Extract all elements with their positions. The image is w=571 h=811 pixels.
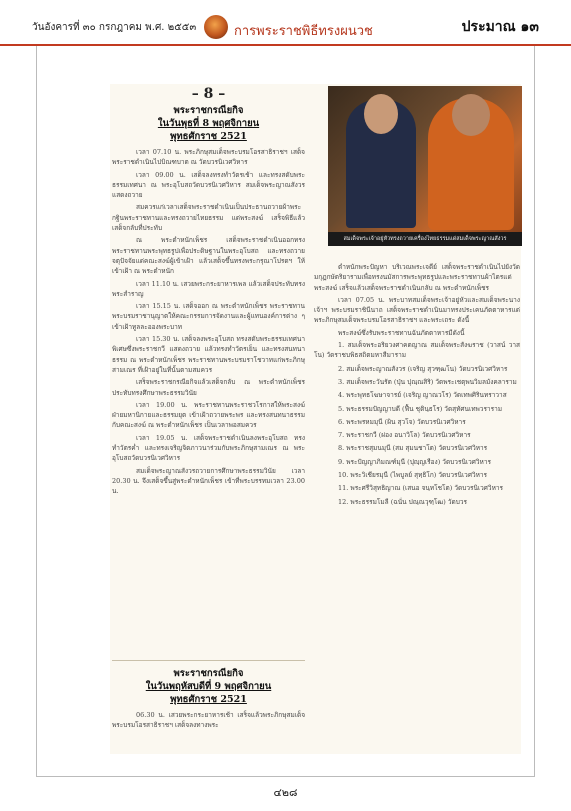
monk-list-item: 10. พระวิเชียรมุนี (ไพบูลย์ สุทฺธิโก) วัดบวรนิเวศวิหาร (338, 471, 488, 480)
section1-paragraph: เวลา 07.10 น. พระภิกษุสมเด็จพระบรมโอรสาธิราชฯ เสด็จพระราชดำเนินไปบิณฑบาต ณ วัดบวรนิเวศวิหาร (112, 148, 305, 167)
header-page-tag: ประมาณ ๑๓ (461, 19, 539, 35)
section1-heading-line2: ในวันพุธที่ 8 พฤศจิกายน (157, 118, 260, 129)
royal-seal-icon (204, 15, 228, 39)
page-number: ๔๒๘ (273, 786, 298, 799)
monk-list-item: 12. พระธรรมโมลี (ฉนั่น ปณฺณวุฑฺโฒ) วัดบวร (338, 497, 467, 506)
section1-heading (112, 104, 305, 143)
section1-body (112, 147, 305, 497)
monk-list-item: 6. พระพรหมมุนี (ผิน สุวโจ) วัดบวรนิเวศวิหาร (338, 417, 466, 426)
section2 (112, 660, 305, 733)
monk-list (314, 340, 520, 507)
right-paragraph: เวลา 07.05 น. พระบาทสมเด็จพระเจ้าอยู่หัวและสมเด็จพระนางเจ้าฯ พระบรมราชินีนาถ เสด็จพระราชดำเนินมาทรงประเคนภัตตาหารแด่พระภิกษุสมเด็จพระบรมโอรสาธิราชฯ และพระเถระ ดังนี้ (314, 295, 520, 325)
section1-paragraph: เวลา 19.05 น. เสด็จพระราชดำเนินลงพระอุโบสถ ทรงทำวัตรค่ำ และทรงเจริญจิตภาวนาร่วมกับพระภิกษุสามเณร ณ พระอุโบสถวัดบวรนิเวศวิหาร (112, 433, 305, 463)
section1-paragraph: เวลา 09.00 น. เสด็จลงทรงทำวัตรเช้า และทรงสดับพระธรรมเทศนา ณ พระอุโบสถวัดบวรนิเวศวิหาร สมเด็จพระญาณสังวร แสดงถวาย (112, 170, 305, 200)
section1-paragraph: เวลา 15.15 น. เสด็จออก ณ พระตำหนักเพ็ชร พระราชทานพระบรมราชานุญาตให้คณะกรรมการจัดงานและผู้แทนองค์การต่าง ๆ เข้าเฝ้าทูลละอองพระบาท (112, 302, 305, 331)
monk-list-item: 7. พระราชกวี (ผ่อง อนาวิโล) วัดบวรนิเวศวิหาร (338, 431, 471, 440)
right-paragraph: พระสงฆ์ซึ่งรับพระราชทานฉันภัตตาหารมีดังนี้ (338, 328, 465, 337)
right-column-body (314, 262, 520, 338)
section1-paragraph: เวลา 11.10 น. เสวยพระกระยาหารเพล แล้วเสด็จประทับทรงพระสำราญ (112, 279, 305, 298)
section1-paragraph: สมควรแก่เวลาเสด็จพระราชดำเนินเป็นประธานถวายผ้าพระกฐินพระราชทานและทรงถวายไทยธรรม แด่พระสงฆ์ เสร็จพิธีแล้วเสด็จกลับที่ประทับ (112, 203, 305, 233)
right-paragraph: ตำหนักพระปัญหา บริเวณพระเจดีย์ เสด็จพระราชดำเนินไปยังวัดมกุฏกษัตริยารามเพื่อทรงนมัสการพระพุทธรูปและพระราชทานผ้าไตรแด่พระสงฆ์ เสร็จแล้วเสด็จพระราชดำเนินกลับ ณ พระตำหนักเพ็ชร (314, 263, 520, 292)
section2-paragraph: 06.30 น. เสวยพระกระยาหารเช้า เสร็จแล้วพระภิกษุสมเด็จพระบรมโอรสาธิราชฯ เสด็จลงทางพระ (112, 711, 305, 730)
section2-heading-line1: พระราชกรณียกิจ (173, 668, 244, 679)
monk-list-item: 5. พระธรรมปัญญาบดี (ฟื้น ชุตินฺธโร) วัดสุทัศนเทพวราราม (338, 404, 503, 413)
monk-list-item: 4. พระพุทธโฆษาจารย์ (เจริญ ญาณวโร) วัดเทพศิรินทราวาส (338, 391, 507, 400)
section1-paragraph: เวลา 15.30 น. เสด็จลงพระอุโบสถ ทรงสดับพระธรรมเทศนาพิเศษซึ่งพระราชกวี แสดงถวาย แล้วทรงทำวัตรเย็น และทรงสนทนาธรรม ณ พระตำหนักเพ็ชร พระราชทานพระบรมราโชวาทแก่พระภิกษุสามเณร ที่เฝ้าอยู่ในที่นั้นตามสมควร (112, 335, 305, 374)
royal-photo (328, 86, 522, 246)
monk-list-item: 2. สมเด็จพระญาณสังวร (เจริญ สุวฑฺฒโน) วัดบวรนิเวศวิหาร (338, 364, 508, 373)
monk-list-item: 9. พระปัญญาภิมณฑ์มุนี (ปุญฺญเรือง) วัดบวรนิเวศวิหาร (338, 457, 491, 466)
section1-paragraph: สมเด็จพระญาณสังวรถวายการศึกษาพระธรรมวินัย เวลา 20.30 น. จึงเสด็จขึ้นสู่พระตำหนักเพ็ชร เข้าที่พระบรรทมเวลา 23.00 น. (112, 466, 305, 496)
monk-list-item: 3. สมเด็จพระวันรัต (ปุ่น ปุณฺณสิริ) วัดพระเชตุพนวิมลมังคลาราม (338, 377, 517, 386)
section2-heading-line2: ในวันพฤหัสบดีที่ 9 พฤศจิกายน (145, 681, 272, 692)
page-header (0, 0, 571, 46)
section1-paragraph: เวลา 19.00 น. พระราชทานพระราชวโรกาสให้พระสงฆ์ ฝ่ายมหานิกายและธรรมยุต เข้าเฝ้าถวายพระพร และทรงสนทนาธรรมกับคณะสงฆ์ ณ พระตำหนักเพ็ชร เป็นเวลาพอสมควร (112, 400, 305, 430)
section1-heading-line1: พระราชกรณียกิจ (173, 105, 244, 116)
section1-paragraph: เสร็จพระราชกรณียกิจแล้วเสด็จกลับ ณ พระตำหนักเพ็ชร ประทับทรงศึกษาพระธรรมวินัย (112, 378, 305, 397)
section1-heading-line3: พุทธศักราช 2521 (170, 131, 247, 142)
monk-list-item: 8. พระราชสุมนมุนี (สม สุมนชาโต) วัดบวรนิเวศวิหาร (338, 444, 488, 453)
photo-caption: สมเด็จพระเจ้าอยู่หัวทรงถวายเครื่องไทยธรรมแด่สมเด็จพระญาณสังวร (328, 232, 522, 246)
chapter-number: – 8 – (191, 86, 226, 102)
monk-list-item: 11. พระศรีวิสุทธิญาณ (เสนอ จนฺทโชโต) วัดบวรนิเวศวิหาร (338, 484, 503, 493)
photo-figure-monk (428, 98, 514, 230)
section2-heading-line3: พุทธศักราช 2521 (170, 694, 247, 705)
header-title: การพระราชพิธีทรงผนวช (234, 24, 373, 39)
section2-heading (112, 667, 305, 706)
section1-paragraph: ณ พระตำหนักเพ็ชร เสด็จพระราชดำเนินออกทรงพระราชทานพระพุทธรูปเพื่อประดิษฐานในพระอุโบสถ และทรงถวายจตุปัจจัยแด่คณะสงฆ์ผู้เข้าเฝ้า แล้วเสด็จขึ้นทรงพระกรุณาโปรดฯ ให้เข้าเฝ้า ณ พระตำหนัก (112, 236, 305, 276)
monk-list-item: 1. สมเด็จพระอริยวงศาคตญาณ สมเด็จพระสังฆราช (วาสน์ วาสโน) วัดราชบพิธสถิตมหาสีมาราม (314, 341, 520, 360)
section-divider (112, 660, 305, 661)
header-date: วันอังคารที่ ๓๐ กรกฎาคม พ.ศ. ๒๕๕๓ (32, 22, 197, 33)
right-column (314, 262, 520, 754)
photo-figure-king (346, 100, 416, 228)
left-column (112, 86, 305, 752)
